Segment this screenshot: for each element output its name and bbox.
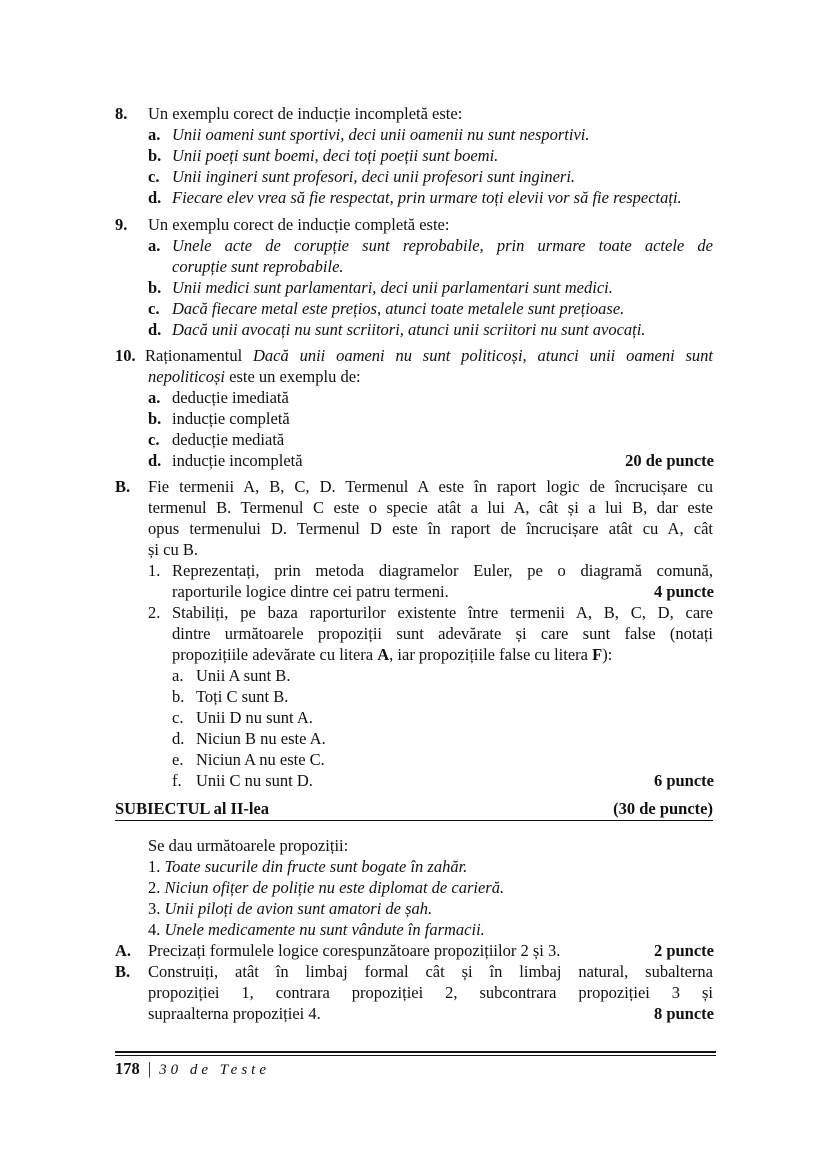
item-text: Toți C sunt B. (196, 687, 289, 706)
item-letter: b. (172, 687, 185, 706)
option-text: Unii medici sunt parlamentari, deci unii parlamentari sunt medici. (172, 278, 613, 297)
q10-option-d (148, 451, 303, 471)
item-letter: e. (172, 750, 184, 769)
q8-number: 8. (115, 104, 128, 123)
item-letter: a. (172, 666, 184, 685)
q8-option-b (148, 146, 498, 166)
option-letter: c. (148, 430, 160, 449)
subject2-prop-3 (148, 899, 432, 919)
subject2-prop-2 (148, 878, 504, 898)
subject2-taskB-line1: Construiți, atât în limbaj formal cât și în limbaj natural, subalterna (148, 962, 713, 981)
prop-text: Toate sucurile din fructe sunt bogate în zahăr. (164, 857, 468, 876)
option-letter: b. (148, 146, 162, 165)
subject2-title: SUBIECTUL al II-lea (115, 799, 270, 818)
option-text: deducție mediată (172, 430, 285, 449)
item-letter: d. (172, 729, 185, 748)
prop-number: 1. (148, 857, 161, 876)
partB-task1-line1: Reprezentați, prin metoda diagramelor Euler, pe o diagramă comună, (172, 561, 713, 580)
footer-rule-thin (115, 1055, 716, 1056)
partB-intro-line1: Fie termenii A, B, C, D. Termenul A este în raport logic de încrucișare cu (148, 477, 713, 496)
task2-line3-mid: , iar propozițiile false cu litera (389, 645, 588, 664)
partB-intro-line2: termenul B. Termenul C este o specie atât a lui A, cât și a lui B, dar este (148, 498, 713, 517)
footer-separator: | (147, 1059, 152, 1078)
q10-stem-line2 (148, 367, 361, 387)
q10-stem-line1 (145, 346, 713, 366)
option-text: deducție imediată (172, 388, 289, 407)
subject2-taskB-label: B. (115, 962, 131, 981)
q8-option-a (148, 125, 590, 145)
q10-option-a (148, 388, 289, 408)
page-number: 178 (115, 1059, 140, 1078)
q9-option-a-line1: Unele acte de corupție sunt reprobabile, prin urmare toate actele de (172, 236, 713, 255)
q9-stem: Un exemplu corect de inducție completă este: (148, 215, 450, 234)
q10-stem-suffix: este un exemplu de: (229, 367, 361, 386)
option-text: inducție completă (172, 409, 290, 428)
partB-intro-line3: opus termenului D. Termenul D este în raport de încrucișare atât cu A, cât (148, 519, 713, 538)
subject2-header (115, 799, 713, 821)
q9-option-d (148, 320, 645, 340)
option-letter: b. (148, 278, 162, 297)
prop-text: Niciun ofițer de poliție nu este diplomat de carieră. (164, 878, 505, 897)
subject2-taskB-line2: propoziției 1, contrara propoziției 2, subcontrara propoziției 3 și (148, 983, 713, 1002)
partB-task1-line2: raporturile logice dintre cei patru termeni. (172, 582, 449, 601)
option-text: Dacă fiecare metal este prețios, atunci toate metalele sunt prețioase. (172, 299, 625, 318)
subject2-taskB-points: 8 puncte (653, 1004, 714, 1023)
prop-number: 4. (148, 920, 161, 939)
prop-number: 2. (148, 878, 161, 897)
partB-item-a (172, 666, 290, 686)
subject2-taskA-text: Precizați formulele logice corespunzătoare propozițiilor 2 și 3. (148, 941, 561, 960)
task2-line3-suffix: ): (602, 645, 613, 664)
subject2-taskA-points: 2 puncte (653, 941, 714, 960)
item-letter: c. (172, 708, 184, 727)
q9-option-c (148, 299, 624, 319)
footer-rule-thick (115, 1051, 716, 1053)
subject2-points: (30 de puncte) (613, 799, 713, 818)
option-letter: c. (148, 167, 160, 186)
partB-task2-line1: Stabiliți, pe baza raporturilor existente între termenii A, B, C, D, care (172, 603, 713, 622)
partB-item-d (172, 729, 326, 749)
partB-intro-line4: și cu B. (148, 540, 198, 559)
partB-task1-number: 1. (148, 561, 161, 580)
item-text: Niciun A nu este C. (196, 750, 325, 769)
q10-option-b (148, 409, 290, 429)
q8-stem: Un exemplu corect de inducție incompletă este: (148, 104, 463, 123)
prop-text: Unii piloți de avion sunt amatori de șah. (164, 899, 433, 918)
item-letter: f. (172, 771, 182, 790)
letter-F: F (592, 645, 603, 664)
q10-stem-italic: Dacă unii oameni nu sunt politicoși, atunci unii oameni sunt (253, 346, 713, 365)
prop-number: 3. (148, 899, 161, 918)
item-text: Niciun B nu este A. (196, 729, 326, 748)
q10-stem-prefix: Raționamentul (145, 346, 243, 365)
partB-item-f (172, 771, 313, 791)
letter-A: A (377, 645, 390, 664)
subject2-prop-4 (148, 920, 485, 940)
option-text: inducție incompletă (172, 451, 303, 470)
option-letter: b. (148, 409, 162, 428)
item-text: Unii A sunt B. (196, 666, 291, 685)
option-text: Fiecare elev vrea să fie respectat, prin urmare toți elevii vor să fie respectați. (172, 188, 682, 207)
q9-number: 9. (115, 215, 128, 234)
q10-option-c (148, 430, 284, 450)
q10-points: 20 de puncte (625, 451, 714, 470)
partB-item-c (172, 708, 313, 728)
task2-line3-prefix: propozițiile adevărate cu litera (172, 645, 374, 664)
partB-task2-number: 2. (148, 603, 161, 622)
q8-option-d (148, 188, 682, 208)
partB-task2-points: 6 puncte (653, 771, 714, 790)
subject2-intro: Se dau următoarele propoziții: (148, 836, 349, 855)
option-letter: d. (148, 451, 162, 470)
item-text: Unii C nu sunt D. (196, 771, 313, 790)
book-title: 30 de Teste (159, 1062, 271, 1078)
q10-stem-italic-end: nepoliticoși (148, 367, 225, 386)
option-letter: a. (148, 236, 161, 255)
partB-item-e (172, 750, 325, 770)
option-text: Unii ingineri sunt profesori, deci unii profesori sunt ingineri. (172, 167, 576, 186)
option-text: Dacă unii avocați nu sunt scriitori, atunci unii scriitori nu sunt avocați. (172, 320, 646, 339)
partB-label: B. (115, 477, 131, 496)
q9-option-a-line2: corupție sunt reprobabile. (172, 257, 344, 276)
partB-item-b (172, 687, 288, 707)
item-text: Unii D nu sunt A. (196, 708, 313, 727)
option-text: Unii poeți sunt boemi, deci toți poeții sunt boemi. (172, 146, 499, 165)
partB-task1-points: 4 puncte (653, 582, 714, 601)
option-letter: c. (148, 299, 160, 318)
footer (115, 1058, 270, 1081)
prop-text: Unele medicamente nu sunt vândute în farmacii. (164, 920, 485, 939)
subject2-taskA-label: A. (115, 941, 132, 960)
subject2-prop-1 (148, 857, 467, 877)
partB-task2-line3 (172, 645, 612, 665)
q8-option-c (148, 167, 575, 187)
option-letter: d. (148, 188, 162, 207)
option-letter: a. (148, 388, 161, 407)
q10-number: 10. (115, 346, 136, 365)
option-letter: a. (148, 125, 161, 144)
option-letter: d. (148, 320, 162, 339)
option-text: Unii oameni sunt sportivi, deci unii oamenii nu sunt nesportivi. (172, 125, 590, 144)
q9-option-b (148, 278, 613, 298)
partB-task2-line2: dintre următoarele propoziții sunt adevărate și care sunt false (notați (172, 624, 713, 643)
subject2-taskB-line3: supraalterna propoziției 4. (148, 1004, 321, 1023)
